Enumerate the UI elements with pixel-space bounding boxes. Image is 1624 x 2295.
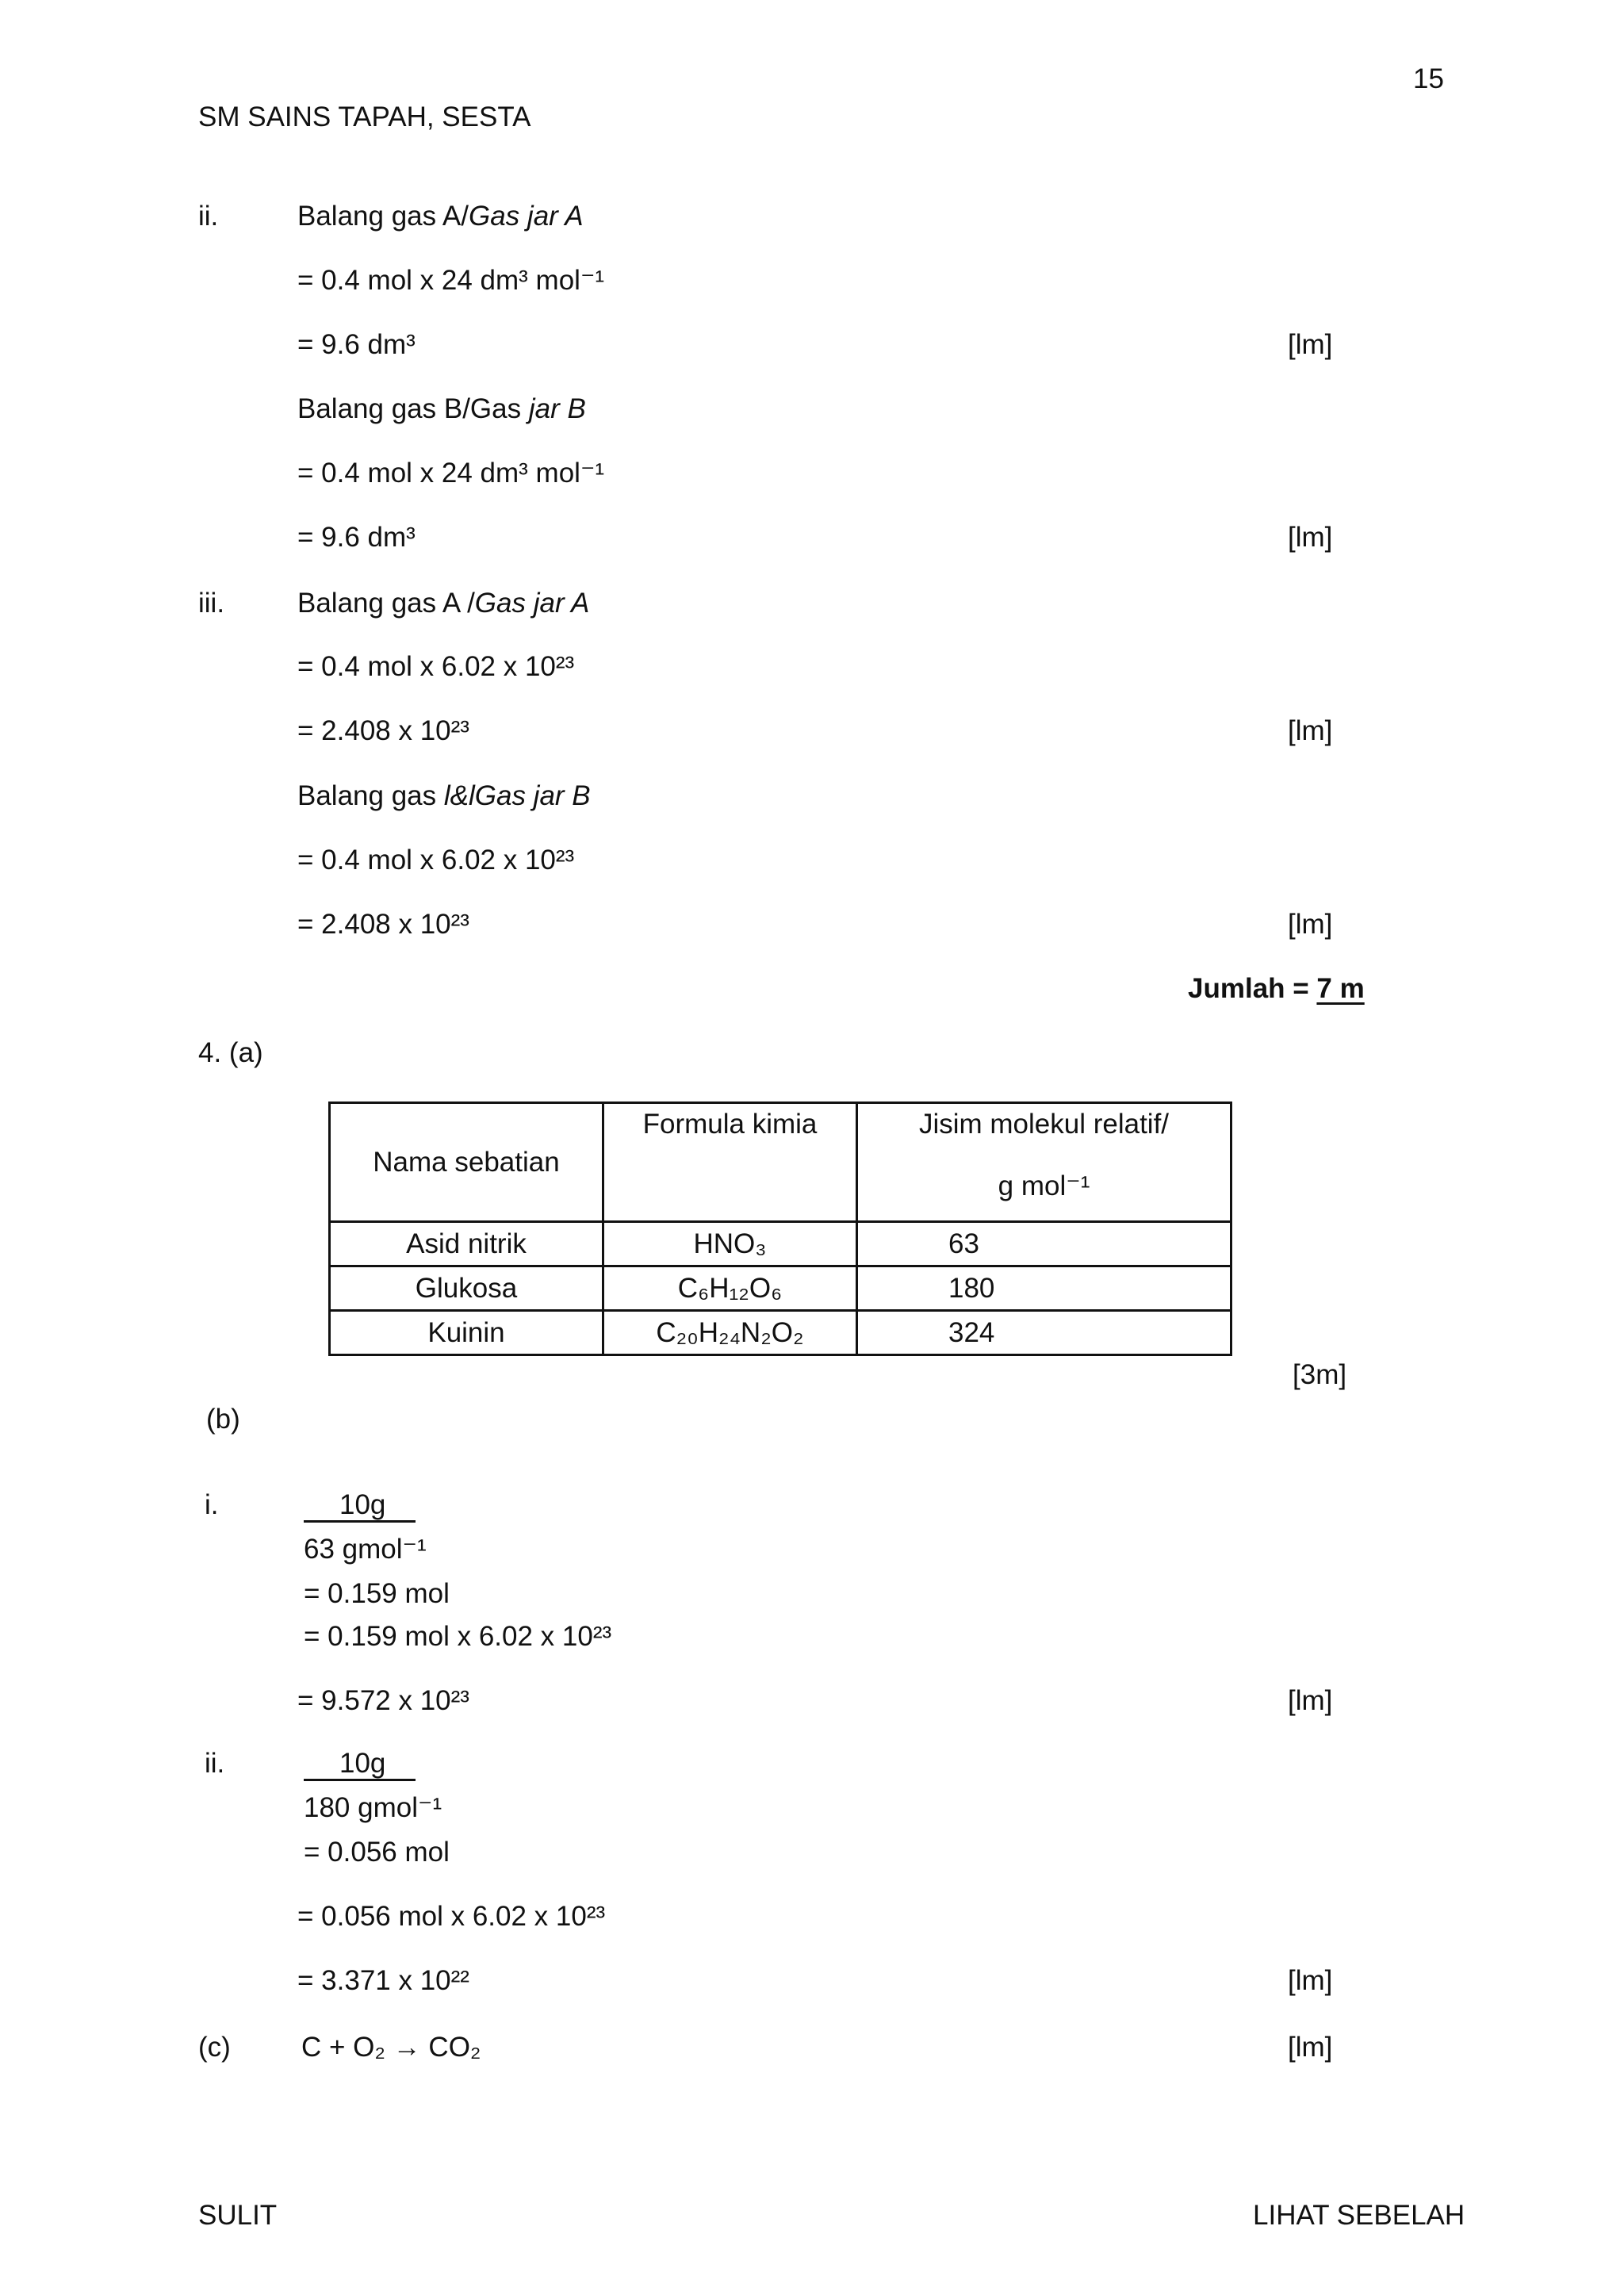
calc-line: = 0.159 mol x 6.02 x 10²³	[304, 1621, 612, 1652]
fraction-numerator: 10g	[304, 1749, 416, 1781]
calc-line: = 0.056 mol x 6.02 x 10²³	[297, 1901, 606, 1932]
cell-mass: 324	[857, 1311, 1231, 1355]
calc-line: = 0.4 mol x 6.02 x 10²³	[297, 845, 575, 875]
question-label-4a: 4. (a)	[198, 1037, 263, 1068]
cell-formula: C₆H₁₂O₆	[603, 1266, 857, 1311]
total-marks: Jumlah = 7 m	[1188, 973, 1365, 1004]
table-row	[330, 1311, 1231, 1355]
mark: [lm]	[1288, 715, 1333, 746]
footer-right: LIHAT SEBELAH	[1253, 2200, 1465, 2231]
fraction-numerator: 10g	[304, 1491, 416, 1523]
item-label-i: i.	[205, 1489, 219, 1520]
cell-mass: 63	[857, 1222, 1231, 1266]
compound-table	[328, 1102, 1232, 1356]
cell-mass: 180	[857, 1266, 1231, 1311]
gas-jar-a-title: Balang gas A /Gas jar A	[297, 588, 590, 619]
header-molecular-mass: Jisim molekul relatif/ g mol⁻¹	[857, 1103, 1231, 1222]
mark: [lm]	[1288, 522, 1333, 553]
calc-line: = 0.159 mol	[304, 1578, 450, 1609]
mark: [lm]	[1288, 1685, 1333, 1716]
cell-formula: HNO₃	[603, 1222, 857, 1266]
calc-line: = 0.4 mol x 24 dm³ mol⁻¹	[297, 265, 605, 296]
fraction-denominator: 180 gmol⁻¹	[304, 1792, 442, 1823]
table-row	[330, 1266, 1231, 1311]
footer-left: SULIT	[198, 2200, 278, 2231]
gas-jar-b-title: Balang gas B/Gas jar B	[297, 393, 586, 424]
calc-result: = 9.6 dm³	[297, 522, 416, 553]
calc-result: = 2.408 x 10²³	[297, 909, 469, 940]
mark: [lm]	[1288, 329, 1333, 360]
table-row	[330, 1222, 1231, 1266]
cell-compound-name: Glukosa	[330, 1266, 603, 1311]
item-label-ii: ii.	[205, 1748, 225, 1779]
calc-result: = 3.371 x 10²²	[297, 1965, 469, 1996]
cell-compound-name: Asid nitrik	[330, 1222, 603, 1266]
gas-jar-a-title: Balang gas A/Gas jar A	[297, 201, 584, 232]
cell-formula: C₂₀H₂₄N₂O₂	[603, 1311, 857, 1355]
question-label-4c: (c)	[198, 2032, 231, 2063]
item-label-ii: ii.	[198, 201, 219, 232]
table-header-row	[330, 1103, 1231, 1222]
cell-compound-name: Kuinin	[330, 1311, 603, 1355]
mark: [lm]	[1288, 909, 1333, 940]
mark: [lm]	[1288, 1965, 1333, 1996]
header-formula: Formula kimia	[603, 1103, 857, 1222]
calc-line: = 0.4 mol x 6.02 x 10²³	[297, 651, 575, 682]
calc-line: = 0.056 mol	[304, 1837, 450, 1868]
page-number: 15	[1413, 63, 1444, 94]
school-header: SM SAINS TAPAH, SESTA	[198, 102, 531, 132]
item-label-iii: iii.	[198, 588, 225, 619]
header-compound-name: Nama sebatian	[330, 1103, 603, 1222]
mark: [lm]	[1288, 2032, 1333, 2063]
mark: [3m]	[1293, 1359, 1347, 1390]
calc-result: = 9.6 dm³	[297, 329, 416, 360]
chemical-equation: C + O₂ → CO₂	[301, 2032, 481, 2063]
calc-result: = 2.408 x 10²³	[297, 715, 469, 746]
calc-result: = 9.572 x 10²³	[297, 1685, 469, 1716]
gas-jar-b-title: Balang gas l&lGas jar B	[297, 780, 591, 811]
calc-line: = 0.4 mol x 24 dm³ mol⁻¹	[297, 458, 605, 489]
question-label-4b: (b)	[206, 1404, 240, 1435]
fraction-denominator: 63 gmol⁻¹	[304, 1534, 427, 1565]
